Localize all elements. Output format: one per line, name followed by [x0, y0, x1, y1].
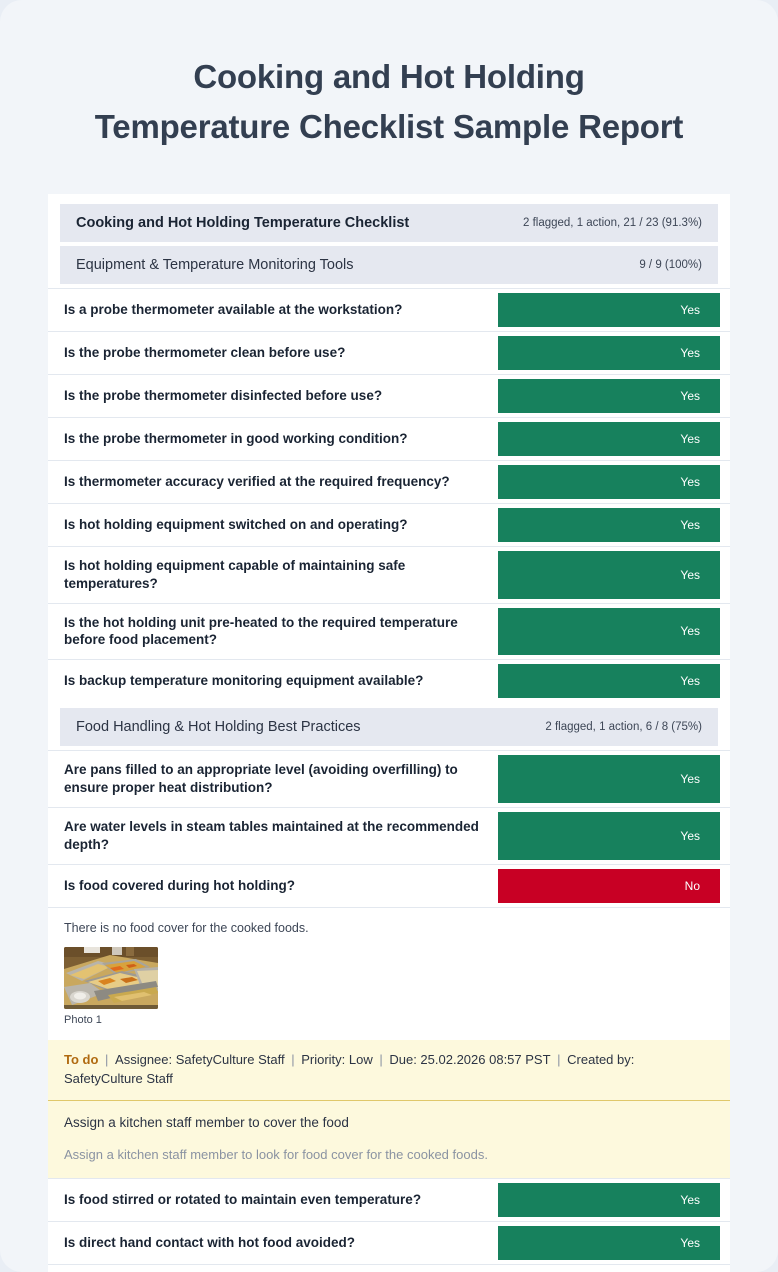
food-tray-image: [64, 947, 158, 1009]
table-row[interactable]: [48, 417, 730, 460]
answer-badge[interactable]: Yes: [498, 551, 720, 599]
answer-badge[interactable]: Yes: [498, 508, 720, 542]
table-row[interactable]: [48, 603, 730, 660]
photo-thumbnail[interactable]: [64, 947, 158, 1009]
section-header-equipment: [60, 246, 718, 284]
report-title-block: [0, 0, 778, 152]
action-priority: Priority: Low: [301, 1052, 373, 1067]
action-body: [48, 1101, 730, 1178]
table-row[interactable]: [48, 546, 730, 603]
question-label: Is food stirred or rotated to maintain even temperature?: [64, 1191, 422, 1207]
answer-badge[interactable]: Yes: [498, 755, 720, 803]
question-label: Is direct hand contact with hot food avoided?: [64, 1234, 356, 1250]
photo-caption: Photo 1: [64, 1014, 102, 1026]
answer-badge[interactable]: Yes: [498, 664, 720, 698]
section-header-food-handling: [60, 708, 718, 746]
action-due-date: Due: 25.02.2026 08:57 PST: [389, 1052, 551, 1067]
answer-badge[interactable]: No: [498, 869, 720, 903]
question-label: Is hot holding equipment capable of maintaining safe temperatures?: [64, 558, 406, 591]
meta-separator: |: [375, 1052, 387, 1067]
table-row[interactable]: [48, 288, 730, 331]
answer-badge[interactable]: Yes: [498, 1226, 720, 1260]
answer-badge[interactable]: Yes: [498, 422, 720, 456]
question-label: Is hot holding equipment switched on and operating?: [64, 517, 408, 533]
table-row[interactable]: [48, 807, 730, 864]
report-card: [48, 194, 730, 1272]
table-row[interactable]: [48, 1178, 730, 1221]
question-label: Is the probe thermometer disinfected before use?: [64, 388, 383, 404]
page-title-line-2: Temperature Checklist Sample Report: [94, 108, 684, 146]
checklist-score: 2 flagged, 1 action, 21 / 23 (91.3%): [522, 217, 702, 229]
table-row[interactable]: [48, 374, 730, 417]
answer-badge[interactable]: Yes: [498, 465, 720, 499]
question-label: Is the probe thermometer clean before use?: [64, 345, 346, 361]
action-created-by: Created by: SafetyCulture Staff: [64, 1052, 635, 1086]
action-description: Assign a kitchen staff member to look for food cover for the cooked foods.: [64, 1146, 488, 1162]
answer-badge[interactable]: Yes: [498, 812, 720, 860]
section-score: 2 flagged, 1 action, 6 / 8 (75%): [545, 721, 702, 734]
question-label: Is a probe thermometer available at the workstation?: [64, 302, 403, 318]
question-label: Is food covered during hot holding?: [64, 877, 295, 893]
question-label: Is the hot holding unit pre-heated to the required temperature before food placement?: [64, 614, 458, 648]
table-row[interactable]: [48, 750, 730, 807]
table-row-truncated: [48, 1264, 730, 1272]
table-row[interactable]: [48, 1221, 730, 1264]
question-label: Is thermometer accuracy verified at the required frequency?: [64, 474, 450, 490]
question-label: Are pans filled to an appropriate level (avoiding overfilling) to ensure proper heat distribution?: [64, 762, 458, 796]
media-attachment: [48, 937, 730, 1040]
action-title: Assign a kitchen staff member to cover the food: [64, 1114, 349, 1130]
answer-badge[interactable]: Yes: [498, 1183, 720, 1217]
answer-badge[interactable]: Yes: [498, 336, 720, 370]
meta-separator: |: [287, 1052, 299, 1067]
question-label: Is the probe thermometer in good working condition?: [64, 431, 408, 447]
question-note: [48, 907, 730, 938]
section-score: 9 / 9 (100%): [639, 259, 702, 271]
status-badge: To do: [64, 1052, 99, 1067]
meta-separator: |: [553, 1052, 565, 1067]
action-meta: [48, 1040, 730, 1101]
answer-badge[interactable]: Yes: [498, 293, 720, 327]
page-title: [46, 52, 732, 152]
table-row[interactable]: [48, 864, 730, 907]
table-row[interactable]: [48, 503, 730, 546]
checklist-title: Cooking and Hot Holding Temperature Checklist: [76, 215, 410, 231]
page-title-line-1: Cooking and Hot Holding: [193, 58, 585, 95]
table-row[interactable]: [48, 659, 730, 702]
question-label: Is backup temperature monitoring equipment available?: [64, 673, 424, 689]
table-row[interactable]: [48, 460, 730, 503]
action-item: [48, 1040, 730, 1178]
meta-separator: |: [101, 1052, 113, 1067]
question-label: Are water levels in steam tables maintained at the recommended depth?: [64, 818, 479, 852]
answer-badge[interactable]: Yes: [498, 379, 720, 413]
answer-badge[interactable]: Yes: [498, 608, 720, 656]
action-assignee: Assignee: SafetyCulture Staff: [115, 1052, 285, 1067]
checklist-header: [60, 204, 718, 242]
table-row[interactable]: [48, 331, 730, 374]
section-title: Food Handling & Hot Holding Best Practices: [76, 719, 361, 736]
section-title: Equipment & Temperature Monitoring Tools: [76, 257, 354, 273]
note-text: There is no food cover for the cooked foods.: [64, 920, 309, 935]
